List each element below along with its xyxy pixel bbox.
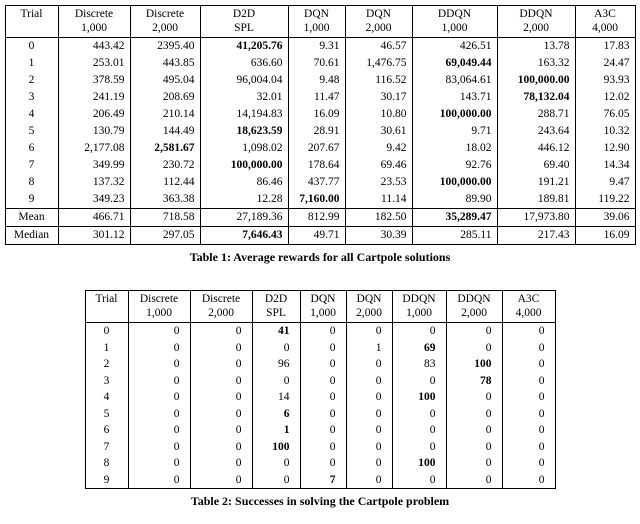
- table-cell: 143.71: [412, 89, 497, 106]
- table-cell: 163.32: [497, 55, 575, 72]
- table-cell: 41,205.76: [200, 38, 288, 56]
- table-cell: 0: [190, 406, 252, 423]
- table-cell: 93.93: [575, 72, 635, 89]
- table-cell: 0: [502, 472, 555, 489]
- table-cell: 9.48: [288, 72, 345, 89]
- table-cell: 0: [128, 373, 190, 390]
- row-label: 6: [5, 140, 58, 157]
- table-cell: 495.04: [130, 72, 200, 89]
- table-cell: 0: [502, 373, 555, 390]
- table-cell: 18,623.59: [200, 123, 288, 140]
- table-row: [85, 406, 555, 423]
- table-cell: 0: [502, 356, 555, 373]
- header-row: [85, 291, 555, 323]
- table-row: [85, 323, 555, 340]
- table-cell: 0: [346, 389, 392, 406]
- table-cell: 0: [392, 373, 446, 390]
- table-cell: 0: [502, 439, 555, 456]
- table-cell: 14: [252, 389, 300, 406]
- table-cell: 78,132.04: [497, 89, 575, 106]
- table-cell: 0: [300, 455, 346, 472]
- row-label: 6: [85, 422, 128, 439]
- table-cell: 0: [252, 340, 300, 357]
- table-cell: 0: [502, 455, 555, 472]
- column-header: Discrete 1,000: [128, 291, 190, 323]
- table-cell: 12.28: [200, 191, 288, 209]
- row-label: 7: [85, 439, 128, 456]
- table-cell: 112.44: [130, 174, 200, 191]
- table-row: [5, 89, 635, 106]
- table-cell: 41: [252, 323, 300, 340]
- table-row: [5, 227, 635, 245]
- table-cell: 297.05: [130, 227, 200, 245]
- table-cell: 0: [392, 323, 446, 340]
- table-cell: 119.22: [575, 191, 635, 209]
- row-label: Median: [5, 227, 58, 245]
- table-cell: 0: [392, 406, 446, 423]
- table-cell: 0: [502, 406, 555, 423]
- table-cell: 217.43: [497, 227, 575, 245]
- table-cell: 11.47: [288, 89, 345, 106]
- table-cell: 0: [190, 389, 252, 406]
- table-cell: 96,004.04: [200, 72, 288, 89]
- table-cell: 0: [252, 472, 300, 489]
- table-cell: 9.71: [412, 123, 497, 140]
- table-cell: 9.47: [575, 174, 635, 191]
- column-header: DDQN 1,000: [392, 291, 446, 323]
- table-cell: 189.81: [497, 191, 575, 209]
- table-cell: 28.91: [288, 123, 345, 140]
- table-cell: 9.42: [345, 140, 412, 157]
- row-label: 8: [5, 174, 58, 191]
- table-cell: 0: [392, 472, 446, 489]
- table-cell: 7,160.00: [288, 191, 345, 209]
- row-label: Mean: [5, 209, 58, 227]
- table-cell: 207.67: [288, 140, 345, 157]
- successes-table-header: [85, 291, 555, 323]
- table-row: [5, 123, 635, 140]
- table-cell: 0: [346, 323, 392, 340]
- table-cell: 0: [128, 356, 190, 373]
- column-header: DQN 1,000: [300, 291, 346, 323]
- table-row: [5, 209, 635, 227]
- table-cell: 182.50: [345, 209, 412, 227]
- table-cell: 12.90: [575, 140, 635, 157]
- table-cell: 0: [300, 439, 346, 456]
- table-cell: 24.47: [575, 55, 635, 72]
- table-1-block: [0, 5, 640, 264]
- table-cell: 100: [392, 389, 446, 406]
- table-cell: 0: [346, 406, 392, 423]
- table-cell: 27,189.36: [200, 209, 288, 227]
- table-cell: 0: [190, 323, 252, 340]
- table-cell: 437.77: [288, 174, 345, 191]
- table-cell: 100: [252, 439, 300, 456]
- table-cell: 0: [190, 356, 252, 373]
- table-cell: 17.83: [575, 38, 635, 56]
- table-row: [85, 389, 555, 406]
- table-row: [5, 140, 635, 157]
- table-cell: 0: [300, 340, 346, 357]
- rewards-table-body: [5, 38, 635, 245]
- table-cell: 1,476.75: [345, 55, 412, 72]
- table-cell: 0: [128, 340, 190, 357]
- table-cell: 10.80: [345, 106, 412, 123]
- table-cell: 446.12: [497, 140, 575, 157]
- table-cell: 7,646.43: [200, 227, 288, 245]
- table-cell: 0: [502, 422, 555, 439]
- table-cell: 137.32: [58, 174, 130, 191]
- table-cell: 206.49: [58, 106, 130, 123]
- table-cell: 0: [128, 406, 190, 423]
- table-cell: 130.79: [58, 123, 130, 140]
- table-cell: 0: [128, 455, 190, 472]
- table-cell: 0: [190, 455, 252, 472]
- table-cell: 30.17: [345, 89, 412, 106]
- row-label: 8: [85, 455, 128, 472]
- table-cell: 0: [502, 323, 555, 340]
- table-cell: 83,064.61: [412, 72, 497, 89]
- column-header: DDQN 2,000: [446, 291, 502, 323]
- column-header: Discrete 2,000: [130, 6, 200, 38]
- table-cell: 466.71: [58, 209, 130, 227]
- table-cell: 69.40: [497, 157, 575, 174]
- table-cell: 0: [300, 422, 346, 439]
- row-label: 4: [85, 389, 128, 406]
- table-cell: 301.12: [58, 227, 130, 245]
- table-cell: 243.64: [497, 123, 575, 140]
- table-cell: 0: [446, 406, 502, 423]
- table-cell: 32.01: [200, 89, 288, 106]
- table-cell: 10.32: [575, 123, 635, 140]
- table-cell: 83: [392, 356, 446, 373]
- table-cell: 0: [190, 472, 252, 489]
- table-cell: 0: [346, 422, 392, 439]
- row-label: 0: [85, 323, 128, 340]
- table-cell: 100,000.00: [497, 72, 575, 89]
- row-label: 3: [5, 89, 58, 106]
- table-cell: 443.85: [130, 55, 200, 72]
- row-label: 4: [5, 106, 58, 123]
- table-cell: 0: [446, 439, 502, 456]
- table-cell: 0: [128, 422, 190, 439]
- table-cell: 0: [346, 356, 392, 373]
- column-header: DQN 2,000: [345, 6, 412, 38]
- table-cell: 0: [346, 472, 392, 489]
- table-row: [5, 174, 635, 191]
- table-cell: 378.59: [58, 72, 130, 89]
- table-2-block: [0, 290, 640, 508]
- row-label: 7: [5, 157, 58, 174]
- row-label: 1: [5, 55, 58, 72]
- table-cell: 718.58: [130, 209, 200, 227]
- table-cell: 100: [392, 455, 446, 472]
- row-label: 1: [85, 340, 128, 357]
- column-header: A3C 4,000: [502, 291, 555, 323]
- table-cell: 0: [392, 439, 446, 456]
- column-header: DQN 1,000: [288, 6, 345, 38]
- table-cell: 2,581.67: [130, 140, 200, 157]
- table-cell: 191.21: [497, 174, 575, 191]
- rewards-table: [5, 5, 636, 245]
- table-cell: 1,098.02: [200, 140, 288, 157]
- table-cell: 69,049.44: [412, 55, 497, 72]
- column-header: D2D SPL: [252, 291, 300, 323]
- table-cell: 0: [128, 323, 190, 340]
- table-cell: 92.76: [412, 157, 497, 174]
- table-row: [5, 38, 635, 56]
- column-header: DQN 2,000: [346, 291, 392, 323]
- table-cell: 0: [446, 340, 502, 357]
- table-cell: 0: [300, 323, 346, 340]
- successes-table-body: [85, 323, 555, 489]
- table-cell: 210.14: [130, 106, 200, 123]
- row-label: 0: [5, 38, 58, 56]
- table-cell: 100,000.00: [412, 106, 497, 123]
- table-row: [85, 356, 555, 373]
- table-cell: 116.52: [345, 72, 412, 89]
- table-cell: 35,289.47: [412, 209, 497, 227]
- table-cell: 208.69: [130, 89, 200, 106]
- table-cell: 14,194.83: [200, 106, 288, 123]
- table-cell: 0: [128, 472, 190, 489]
- table-cell: 0: [300, 356, 346, 373]
- table-cell: 100,000.00: [200, 157, 288, 174]
- table-cell: 14.34: [575, 157, 635, 174]
- column-header: A3C 4,000: [575, 6, 635, 38]
- table-cell: 0: [252, 373, 300, 390]
- table-row: [85, 373, 555, 390]
- table-cell: 30.61: [345, 123, 412, 140]
- table-cell: 253.01: [58, 55, 130, 72]
- table-cell: 288.71: [497, 106, 575, 123]
- row-label: 2: [5, 72, 58, 89]
- table-cell: 0: [190, 422, 252, 439]
- table-cell: 30.39: [345, 227, 412, 245]
- row-label: 5: [85, 406, 128, 423]
- table-cell: 0: [502, 340, 555, 357]
- table-cell: 11.14: [345, 191, 412, 209]
- rewards-table-header: [5, 6, 635, 38]
- table-cell: 0: [128, 389, 190, 406]
- table-cell: 1: [252, 422, 300, 439]
- column-header: Trial: [5, 6, 58, 38]
- table-cell: 0: [300, 373, 346, 390]
- table-cell: 0: [446, 422, 502, 439]
- column-header: DDQN 2,000: [497, 6, 575, 38]
- table-cell: 16.09: [575, 227, 635, 245]
- table-cell: 96: [252, 356, 300, 373]
- table-cell: 49.71: [288, 227, 345, 245]
- table-1-caption: Table 1: Average rewards for all Cartpole solutions: [189, 250, 451, 264]
- table-cell: 0: [392, 422, 446, 439]
- table-row: [85, 340, 555, 357]
- table-cell: 23.53: [345, 174, 412, 191]
- column-header: DDQN 1,000: [412, 6, 497, 38]
- table-row: [85, 455, 555, 472]
- table-cell: 0: [346, 455, 392, 472]
- column-header: Discrete 1,000: [58, 6, 130, 38]
- table-cell: 0: [300, 389, 346, 406]
- table-2-caption: Table 2: Successes in solving the Cartpole problem: [190, 494, 450, 508]
- table-row: [5, 157, 635, 174]
- table-cell: 1: [346, 340, 392, 357]
- header-row: [5, 6, 635, 38]
- table-cell: 230.72: [130, 157, 200, 174]
- table-cell: 0: [446, 323, 502, 340]
- table-row: [5, 72, 635, 89]
- table-cell: 241.19: [58, 89, 130, 106]
- table-cell: 144.49: [130, 123, 200, 140]
- table-cell: 0: [190, 439, 252, 456]
- table-cell: 0: [128, 439, 190, 456]
- column-header: D2D SPL: [200, 6, 288, 38]
- table-row: [5, 55, 635, 72]
- table-cell: 100: [446, 356, 502, 373]
- table-cell: 69.46: [345, 157, 412, 174]
- row-label: 9: [85, 472, 128, 489]
- table-cell: 16.09: [288, 106, 345, 123]
- table-cell: 363.38: [130, 191, 200, 209]
- table-cell: 0: [190, 373, 252, 390]
- table-cell: 285.11: [412, 227, 497, 245]
- row-label: 3: [85, 373, 128, 390]
- row-label: 2: [85, 356, 128, 373]
- table-cell: 0: [446, 389, 502, 406]
- table-cell: 0: [300, 406, 346, 423]
- successes-table: [85, 290, 556, 489]
- table-cell: 17,973.80: [497, 209, 575, 227]
- column-header: Discrete 2,000: [190, 291, 252, 323]
- table-cell: 86.46: [200, 174, 288, 191]
- table-cell: 7: [300, 472, 346, 489]
- row-label: 9: [5, 191, 58, 209]
- table-cell: 812.99: [288, 209, 345, 227]
- column-header: Trial: [85, 291, 128, 323]
- table-cell: 0: [446, 455, 502, 472]
- table-row: [85, 422, 555, 439]
- table-cell: 39.06: [575, 209, 635, 227]
- table-cell: 426.51: [412, 38, 497, 56]
- table-cell: 6: [252, 406, 300, 423]
- table-cell: 78: [446, 373, 502, 390]
- table-cell: 0: [502, 389, 555, 406]
- table-cell: 636.60: [200, 55, 288, 72]
- table-cell: 9.31: [288, 38, 345, 56]
- table-cell: 0: [346, 373, 392, 390]
- table-cell: 2,177.08: [58, 140, 130, 157]
- table-cell: 12.02: [575, 89, 635, 106]
- table-row: [5, 106, 635, 123]
- table-cell: 349.99: [58, 157, 130, 174]
- table-cell: 349.23: [58, 191, 130, 209]
- table-cell: 69: [392, 340, 446, 357]
- table-cell: 0: [252, 455, 300, 472]
- row-label: 5: [5, 123, 58, 140]
- table-cell: 89.90: [412, 191, 497, 209]
- table-cell: 0: [190, 340, 252, 357]
- table-cell: 2395.40: [130, 38, 200, 56]
- table-cell: 178.64: [288, 157, 345, 174]
- table-cell: 13.78: [497, 38, 575, 56]
- table-cell: 46.57: [345, 38, 412, 56]
- table-cell: 100,000.00: [412, 174, 497, 191]
- table-row: [5, 191, 635, 209]
- table-cell: 18.02: [412, 140, 497, 157]
- table-cell: 0: [346, 439, 392, 456]
- table-cell: 76.05: [575, 106, 635, 123]
- table-row: [85, 439, 555, 456]
- table-row: [85, 472, 555, 489]
- table-cell: 70.61: [288, 55, 345, 72]
- table-cell: 0: [446, 472, 502, 489]
- table-cell: 443.42: [58, 38, 130, 56]
